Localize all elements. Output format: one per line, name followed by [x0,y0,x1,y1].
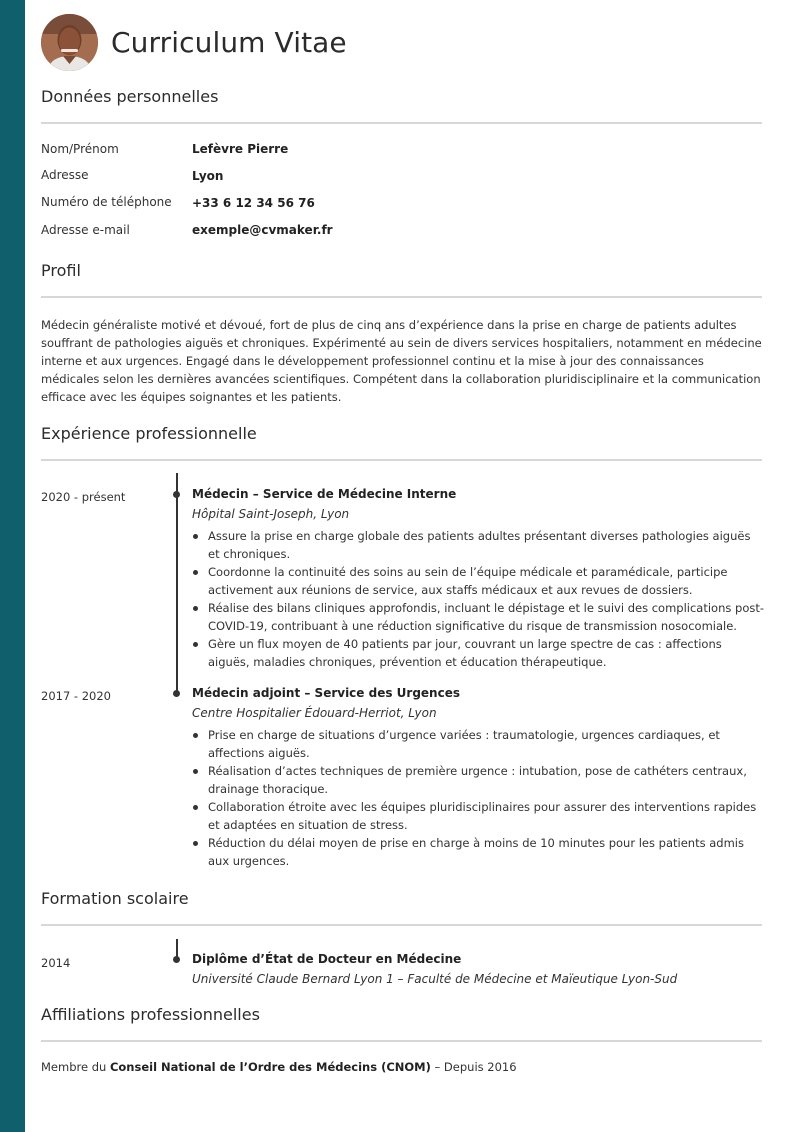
section-divider [41,459,762,461]
job-title: Médecin adjoint – Service des Urgences [192,686,460,700]
section-divider [41,924,762,926]
section-title-personal: Données personnelles [41,87,219,106]
list-item: Assure la prise en charge globale des patients adultes présentant diverses pathologies aiguës et chroniques. [192,527,764,563]
list-item: Réalise des bilans cliniques approfondis, incluant le dépistage et le suivi des complications post-COVID-19, contribuant à une réduction significative du risque de transmission nosocomiale. [192,599,764,635]
section-divider [41,122,762,124]
section-divider [41,1040,762,1042]
personal-value-name: Lefèvre Pierre [192,142,289,156]
list-item: Réduction du délai moyen de prise en charge à moins de 10 minutes pour les patients admis aux urgences. [192,834,764,870]
avatar-portrait-icon [41,14,98,71]
list-item: Collaboration étroite avec les équipes pluridisciplinaires pour assurer des interventions rapides et adaptées en situation de stress. [192,798,764,834]
job-organization: Centre Hospitalier Édouard-Herriot, Lyon [192,706,437,720]
accent-sidebar [0,0,25,1132]
personal-label-email: Adresse e-mail [41,223,130,237]
section-title-education: Formation scolaire [41,889,189,908]
affiliation-line [41,1060,517,1074]
job-date: 2020 - présent [41,490,126,504]
affiliation-prefix: Membre du [41,1060,107,1074]
timeline-dot [173,956,180,963]
page-title: Curriculum Vitae [111,26,347,59]
personal-value-phone: +33 6 12 34 56 76 [192,196,315,210]
list-item: Prise en charge de situations d’urgence variées : traumatologie, urgences cardiaques, et affections aiguës. [192,726,764,762]
profile-photo [41,14,98,71]
job-title: Médecin – Service de Médecine Interne [192,487,457,501]
list-item: Gère un flux moyen de 40 patients par jour, couvrant un large spectre de cas : affections aiguës, maladies chroniques, prévention et éducation thérapeutique. [192,635,764,671]
affiliation-organization: Conseil National de l’Ordre des Médecins (CNOM) [109,1060,431,1074]
job-responsibilities [192,527,764,671]
timeline-dot [173,491,180,498]
list-item: Réalisation d’actes techniques de première urgence : intubation, pose de cathéters centraux, drainage thoracique. [192,762,764,798]
section-title-experience: Expérience professionnelle [41,424,257,443]
list-item: Coordonne la continuité des soins au sein de l’équipe médicale et paramédicale, participe activement aux réunions de service, aux staffs médicaux et aux revues de dossiers. [192,563,764,599]
cv-header [41,14,762,72]
education-institution: Université Claude Bernard Lyon 1 – Faculté de Médecine et Maïeutique Lyon-Sud [192,972,678,986]
timeline-dot [173,690,180,697]
personal-label-address: Adresse [41,168,89,182]
personal-value-address: Lyon [192,169,224,183]
job-date: 2017 - 2020 [41,689,111,703]
affiliation-since: – Depuis 2016 [434,1060,517,1074]
timeline-line [176,939,178,957]
education-date: 2014 [41,956,71,970]
personal-label-phone: Numéro de téléphone [41,195,172,209]
timeline-line [176,473,178,683]
section-title-affiliations: Affiliations professionnelles [41,1005,260,1024]
personal-label-name: Nom/Prénom [41,142,119,156]
education-degree: Diplôme d’État de Docteur en Médecine [192,952,462,966]
section-title-profile: Profil [41,261,81,280]
profile-summary: Médecin généraliste motivé et dévoué, fort de plus de cinq ans d’expérience dans la prise en charge de patients adultes souffrant de pathologies aiguës et chroniques. Expérimenté au sein de divers services hospitaliers, notamment en médecine interne et aux urgences. Engagé dans le développement professionnel continu et la mise à jour des connaissances médicales selon les dernières avancées scientifiques. Compétent dans la collaboration pluridisciplinaire et la communication efficace avec les équipes soignantes et les patients. [41,318,762,404]
job-organization: Hôpital Saint-Joseph, Lyon [192,507,350,521]
personal-value-email: exemple@cvmaker.fr [192,223,333,237]
section-divider [41,296,762,298]
job-responsibilities [192,726,764,870]
